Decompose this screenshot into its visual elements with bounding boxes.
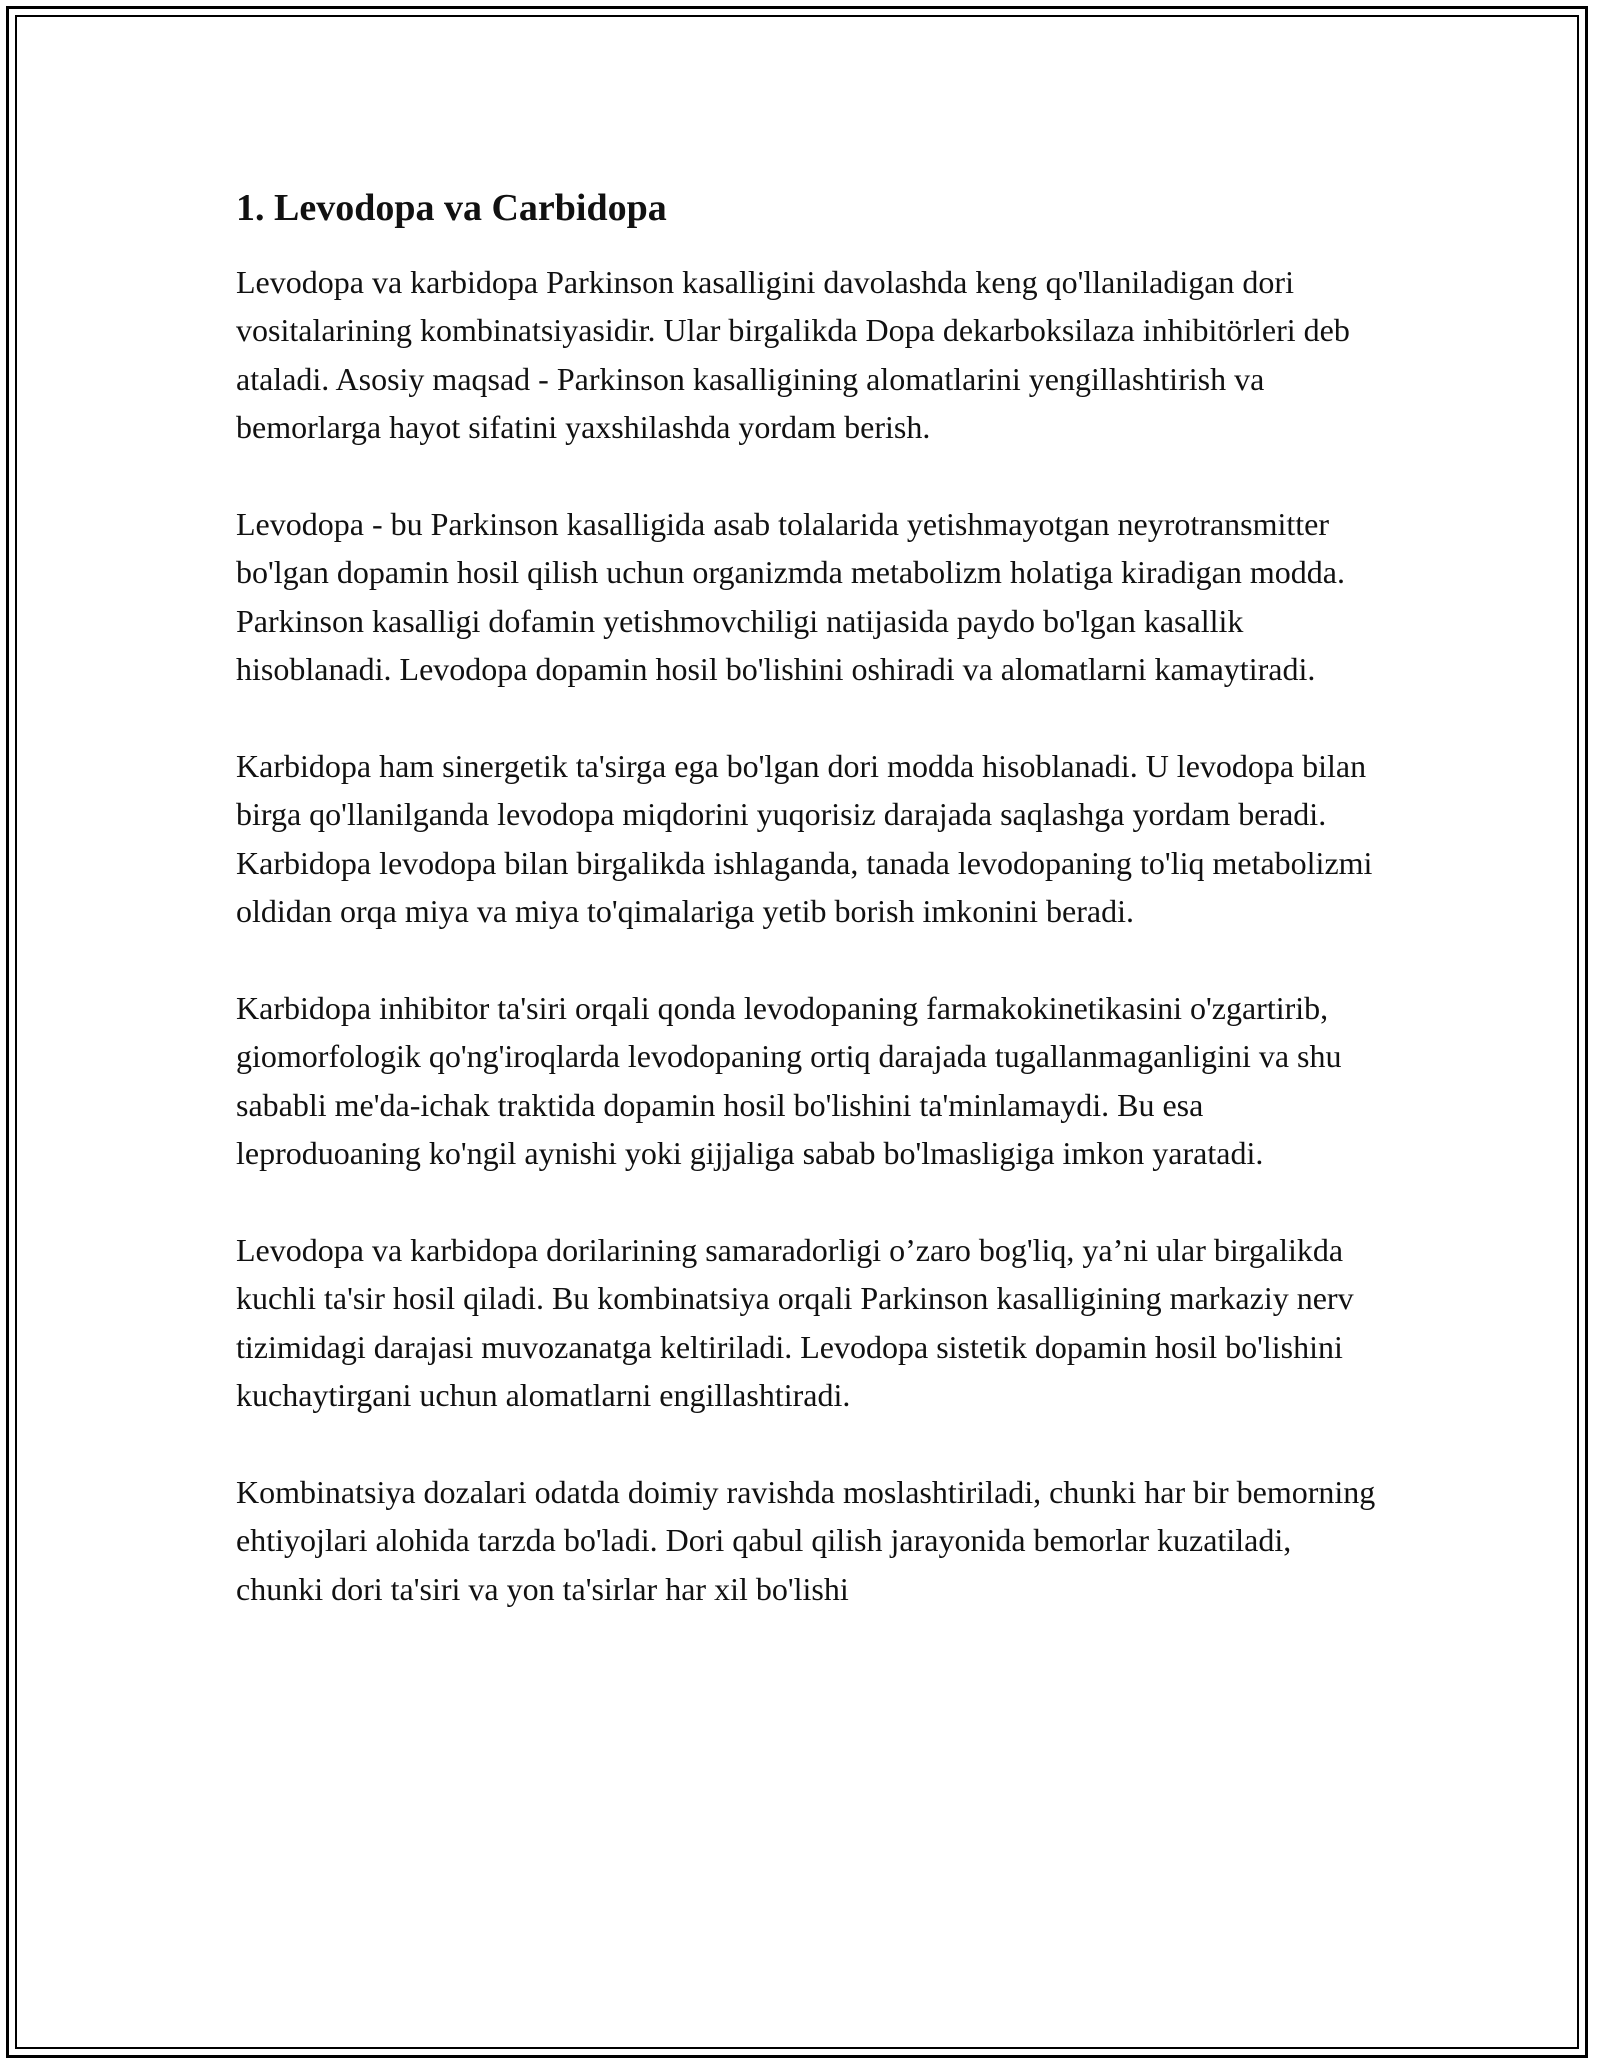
paragraph-5: Levodopa va karbidopa dorilarining samaradorligi o’zaro bog'liq, ya’ni ular birgalikda kuchli ta'sir hosil qiladi. Bu kombinatsiya orqali Parkinson kasalligining markaziy nerv tizimidagi darajasi muvozanatga keltiriladi. Levodopa sistetik dopamin hosil bo'lishini kuchaytirgani uchun alomatlarni engillashtiradi. <box>236 1231 1354 1414</box>
paragraph-1: Levodopa va karbidopa Parkinson kasalligini davolashda keng qo'llaniladigan dori vositalarining kombinatsiyasidir. Ular birgalikda Dopa dekarboksilaza inhibitörleri deb ataladi. Asosiy maqsad - Parkinson kasalligining alomatlarini yengillashtirish va bemorlarga hayot sifatini yaxshilashda yordam berish. <box>236 263 1350 446</box>
paragraph-2: Levodopa - bu Parkinson kasalligida asab tolalarida yetishmayotgan neyrotransmitter bo'lgan dopamin hosil qilish uchun organizmda metabolizm holatiga kiradigan modda. Parkinson kasalligi dofamin yetishmovchiligi natijasida paydo bo'lgan kasallik hisoblanadi. Levodopa dopamin hosil bo'lishini oshiradi va alomatlarni kamaytiradi. <box>236 505 1345 688</box>
paragraph-3: Karbidopa ham sinergetik ta'sirga ega bo'lgan dori modda hisoblanadi. U levodopa bilan birga qo'llanilganda levodopa miqdorini yuqorisiz darajada saqlashga yordam beradi. Karbidopa levodopa bilan birgalikda ishlaganda, tanada levodopaning to'liq metabolizmi oldidan orqa miya va miya to'qimalariga yetib borish imkonini beradi. <box>236 747 1373 930</box>
section-heading: 1. Levodopa va Carbidopa <box>236 187 667 229</box>
paragraph-4: Karbidopa inhibitor ta'siri orqali qonda levodopaning farmakokinetikasini o'zgartirib, giomorfologik qo'ng'iroqlarda levodopaning ortiq darajada tugallanmaganligini va shu sababli me'da-ichak traktida dopamin hosil bo'lishini ta'minlamaydi. Bu esa leproduoaning ko'ngil aynishi yoki gijjaliga sabab bo'lmasligiga imkon yaratadi. <box>236 989 1342 1172</box>
document-body <box>236 186 1386 1613</box>
paragraph-6: Kombinatsiya dozalari odatda doimiy ravishda moslashtiriladi, chunki har bir bemorning ehtiyojlari alohida tarzda bo'ladi. Dori qabul qilish jarayonida bemorlar kuzatiladi, chunki dori ta'siri va yon ta'sirlar har xil bo'lishi <box>236 1473 1376 1607</box>
